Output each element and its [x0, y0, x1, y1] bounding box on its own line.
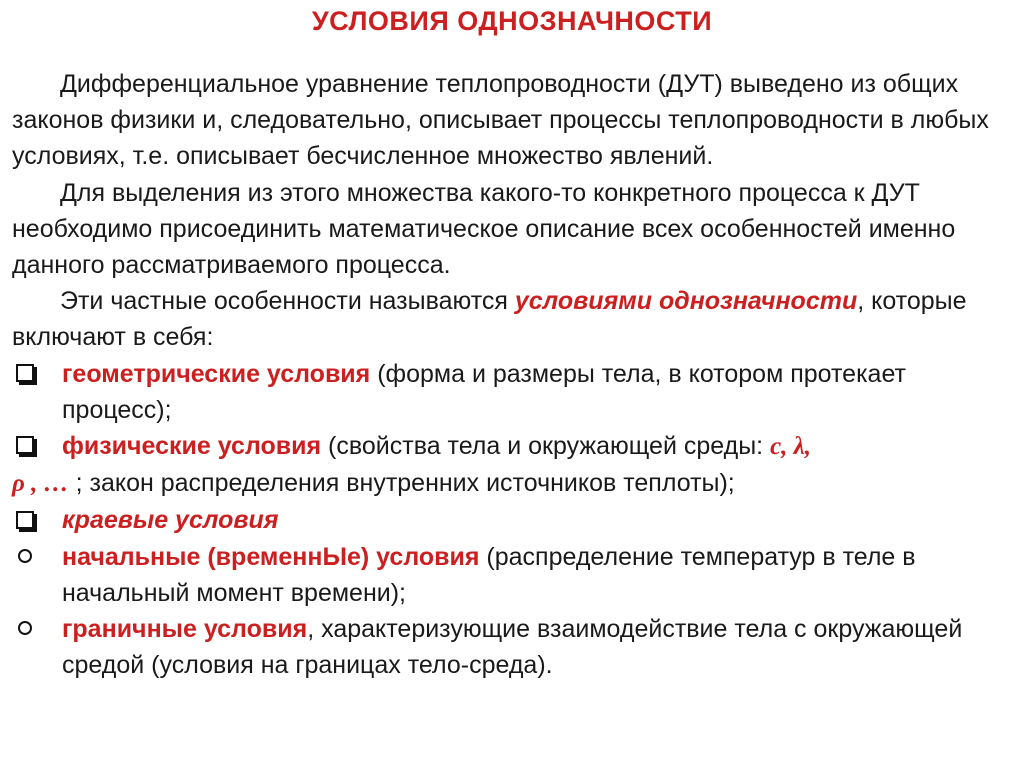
term-uniqueness-conditions: условиями однозначности — [514, 287, 858, 316]
term-boundary-value: краевые условия — [62, 506, 279, 535]
list-item-physical — [12, 428, 1012, 465]
list-item-boundary-value — [12, 502, 1012, 538]
item-physical-text-a: (свойства тела и окружающей среды: — [321, 432, 771, 461]
list-item-boundary — [12, 611, 1012, 683]
circle-bullet-icon — [12, 611, 52, 647]
term-physical: физические условия — [62, 432, 322, 461]
list-item-geometric — [12, 356, 1012, 428]
list-item-physical-cont — [12, 465, 1012, 502]
physical-symbols-a: c, λ, — [770, 433, 812, 461]
square-bullet-icon — [12, 428, 52, 464]
item-physical-text-b: ; закон распределения внутренних источников теплоты); — [68, 469, 735, 498]
slide-title: УСЛОВИЯ ОДНОЗНАЧНОСТИ — [311, 6, 713, 36]
list-item-initial — [12, 539, 1012, 611]
item-initial-text: (распределение температур в теле в начальный момент времени); — [62, 542, 916, 607]
item-boundary-text: , характеризующие взаимодействие тела с окружающей средой (условия на границах тело-среда). — [62, 615, 963, 680]
square-bullet-icon — [12, 356, 52, 392]
slide-body — [12, 66, 1012, 683]
term-boundary: граничные условия — [62, 615, 308, 644]
paragraph-3-post: , которые включают в себя: — [12, 287, 967, 352]
paragraph-3-pre: Эти частные особенности называются — [60, 287, 515, 316]
term-initial: начальные (временнЫе) условия — [62, 542, 480, 571]
item-geometric-text: (форма и размеры тела, в котором протекает процесс); — [62, 359, 906, 424]
physical-symbols-b: ρ , … — [12, 470, 69, 498]
paragraph-3 — [12, 283, 1012, 355]
paragraph-1: Дифференциальное уравнение теплопроводности (ДУТ) выведено из общих законов физики и, следовательно, описывает процессы теплопроводности в любых условиях, т.е. описывает бесчисленное множество явлений. — [12, 70, 989, 171]
paragraph-2: Для выделения из этого множества какого-то конкретного процесса к ДУТ необходимо присоединить математическое описание всех особенностей именно данного рассматриваемого процесса. — [12, 178, 956, 280]
term-geometric: геометрические условия — [62, 359, 371, 388]
square-bullet-icon — [12, 502, 52, 538]
circle-bullet-icon — [12, 539, 52, 575]
